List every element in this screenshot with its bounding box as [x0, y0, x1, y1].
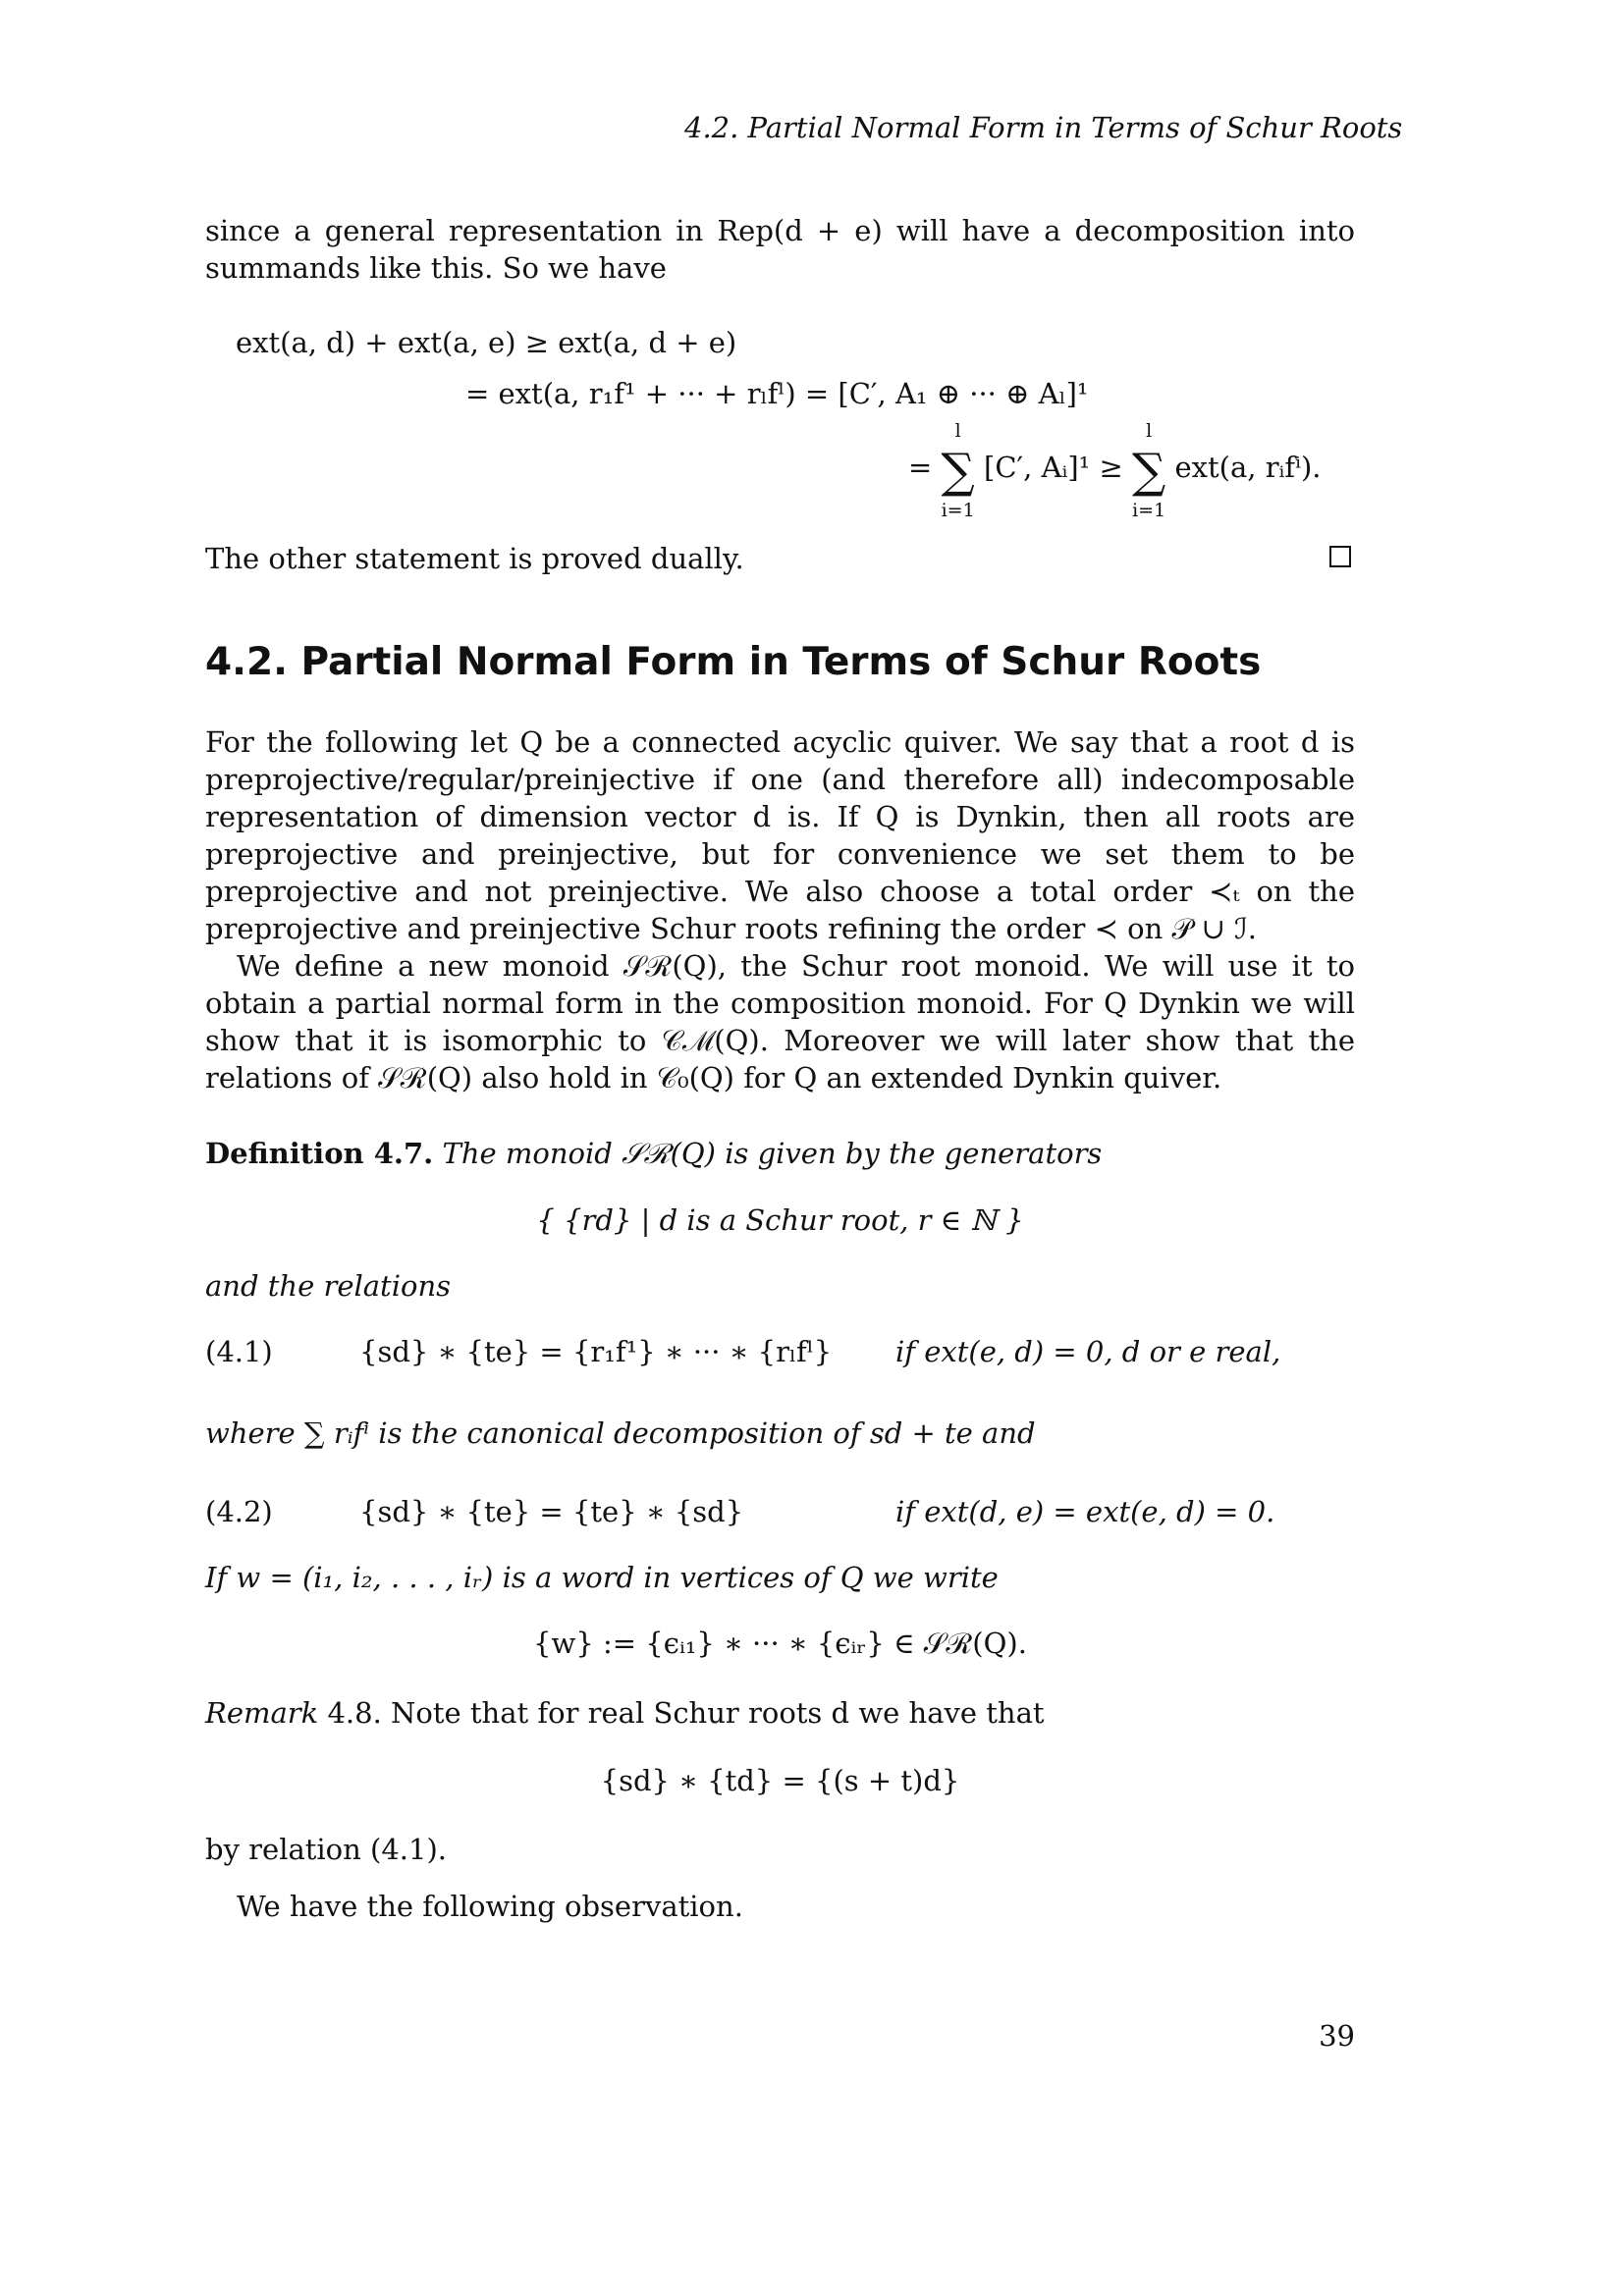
equation-4-1-number: (4.1) — [205, 1335, 273, 1368]
intro-text: since a general representation in Rep(d + e) will have a decomposition into summands like this. So we have — [205, 214, 1355, 285]
observation-text: We have the following observation. — [237, 1890, 743, 1923]
remark-after-text: by relation (4.1). — [205, 1833, 448, 1866]
equation-4-1: {sd} ∗ {te} = {r₁f¹} ∗ ··· ∗ {rₗfˡ} — [359, 1335, 833, 1368]
summation-symbol-2: ∑ l i=1 — [1132, 420, 1166, 521]
remark-line — [205, 1696, 1045, 1730]
inequality-line-1: ext(a, d) + ext(a, e) ≥ ext(a, d + e) — [236, 326, 737, 359]
inequality-line-3-middle: [C′, Aᵢ]¹ ≥ — [984, 451, 1123, 484]
definition-label: Definition 4.7. — [205, 1137, 434, 1170]
proof-end-text: The other statement is proved dually. — [205, 542, 744, 575]
qed-square-icon — [1329, 546, 1351, 567]
equation-4-1-condition: if ext(e, d) = 0, d or e real, — [895, 1335, 1281, 1368]
intro-paragraph — [205, 212, 1355, 287]
running-header: 4.2. Partial Normal Form in Terms of Schur Roots — [684, 111, 1403, 144]
inequality-line-3-eq: = — [908, 451, 933, 484]
definition-generators: { {rd} | d is a Schur root, r ∈ ℕ } — [536, 1203, 1024, 1237]
inequality-line-3-end: ext(a, rᵢfⁱ). — [1174, 451, 1322, 484]
equation-4-2: {sd} ∗ {te} = {te} ∗ {sd} — [359, 1495, 744, 1528]
sum-lower-limit-2: i=1 — [1132, 500, 1166, 521]
inequality-line-3 — [908, 420, 1322, 521]
equation-4-2-number: (4.2) — [205, 1495, 273, 1528]
remark-text: 4.8. Note that for real Schur roots d we have that — [327, 1696, 1045, 1730]
page-number: 39 — [1319, 2019, 1355, 2053]
equation-4-2-condition: if ext(d, e) = ext(e, d) = 0. — [895, 1495, 1275, 1528]
sum-upper-limit-2: l — [1146, 420, 1153, 442]
summation-symbol-1: ∑ l i=1 — [941, 420, 975, 521]
inequality-line-2: = ext(a, r₁f¹ + ··· + rₗfˡ) = [C′, A₁ ⊕ ··· ⊕ Aₗ]¹ — [465, 377, 1089, 410]
canonical-decomposition-text: where ∑ rᵢfⁱ is the canonical decomposition of sd + te and — [205, 1416, 1036, 1450]
sum-lower-limit-1: i=1 — [941, 500, 975, 521]
proof-end-line — [205, 540, 1355, 577]
section-title: 4.2. Partial Normal Form in Terms of Schur Roots — [205, 640, 1262, 684]
definition-text: The monoid 𝒮ℛ(Q) is given by the generators — [442, 1137, 1103, 1170]
definition-heading — [205, 1137, 1102, 1171]
section-paragraph-2: We define a new monoid 𝒮ℛ(Q), the Schur root monoid. We will use it to obtain a partial normal form in the composition monoid. For Q Dynkin we will show that it is isomorphic to 𝒞ℳ(Q). Moreover we will later show that the relations of 𝒮ℛ(Q) also hold in 𝒞₀(Q) for Q an extended Dynkin quiver. — [205, 949, 1355, 1095]
section-body — [205, 723, 1355, 1096]
word-equation: {w} := {ϵᵢ₁} ∗ ··· ∗ {ϵᵢᵣ} ∈ 𝒮ℛ(Q). — [533, 1627, 1027, 1660]
definition-and-relations: and the relations — [205, 1269, 451, 1303]
section-paragraph-1: For the following let Q be a connected acyclic quiver. We say that a root d is preprojective/regular/preinjective if one (and therefore all) indecomposable representation of dimension vector d is. If Q is Dynkin, then all roots are preprojective and preinjective, but for convenience we set them to be preprojective and not preinjective. We also choose a total order ≺ₜ on the preprojective and preinjective Schur roots refining the order ≺ on 𝒫 ∪ ℐ. — [205, 725, 1355, 945]
word-definition-text: If w = (i₁, i₂, . . . , iᵣ) is a word in vertices of Q we write — [205, 1561, 999, 1594]
remark-label: Remark — [205, 1696, 319, 1730]
remark-equation: {sd} ∗ {td} = {(s + t)d} — [600, 1764, 960, 1797]
sum-upper-limit-1: l — [954, 420, 961, 442]
